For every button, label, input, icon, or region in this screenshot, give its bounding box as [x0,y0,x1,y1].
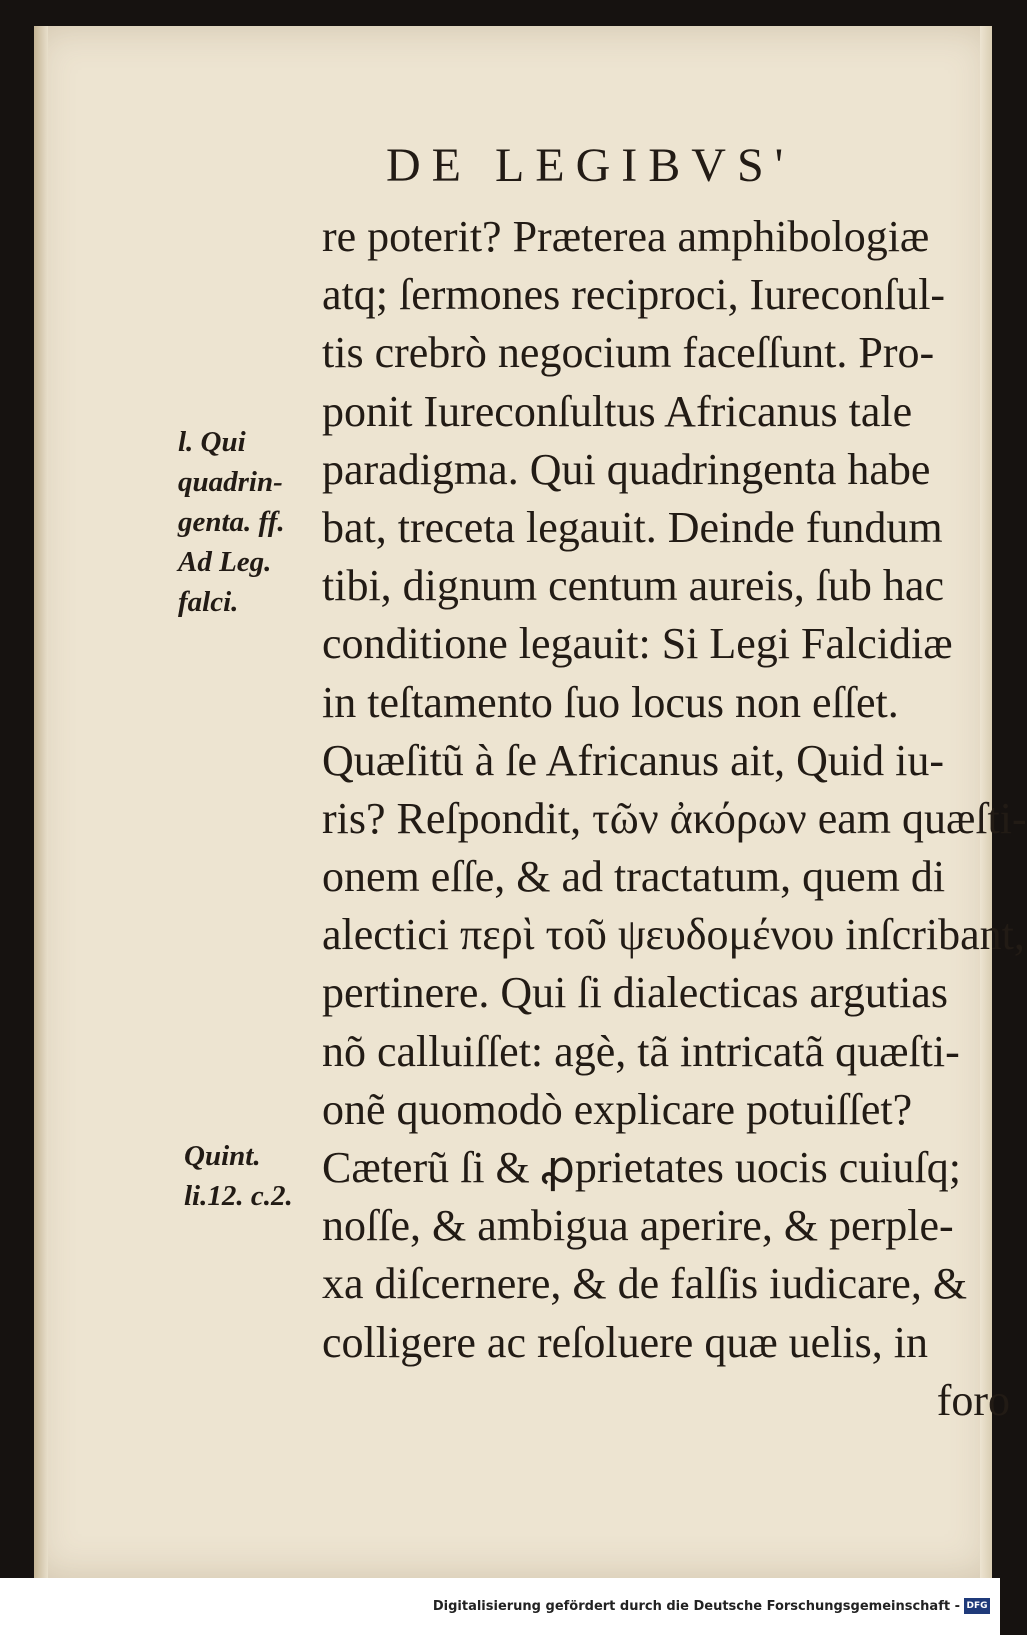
footer-bar [0,1578,1000,1635]
text-line: colligere ac reſoluere quæ uelis, in [322,1317,928,1367]
margin-note-line: falci. [178,586,239,618]
text-line: Cæterũ ſi & ꝓprietates uocis cuiuſq; [322,1143,961,1192]
text-line: tis crebrò negocium faceſſunt. Pro- [322,328,935,378]
text-line: paradigma. Qui quadringenta habe [322,444,931,494]
text-line: conditione legauit: Si Legi Falcidiæ [322,619,953,669]
text-line: atq; ſermones reciproci, Iureconſul- [322,270,946,320]
margin-note-line: l. Qui [178,426,246,458]
text-line: alectici περὶ τοῦ ψευδομένου inſcribant, [322,910,1025,960]
text-line: tibi, dignum centum aureis, ſub hac [322,561,944,611]
text-line: re poterit? Præterea amphibologiæ [322,212,930,261]
page-gutter [34,26,48,1578]
text-line: in teſtamento ſuo locus non eſſet. [322,677,899,727]
margin-note-quintilian [184,1136,293,1216]
body-text [322,208,1027,1430]
text-line: ris? Reſpondit, τῶν ἀκόρων eam quæſti- [322,793,1027,843]
text-line: nõ calluiſſet: agè, tã intricatã quæſti- [322,1026,960,1076]
margin-note-line: Quint. [184,1140,261,1172]
text-line: noſſe, & ambigua aperire, & perple- [322,1201,954,1251]
text-line: onem eſſe, & ad tractatum, quem di [322,852,946,902]
running-head: DE LEGIBVS' [386,139,795,192]
text-line: onẽ quomodò explicare potuiſſet? [322,1084,913,1134]
margin-note-line: quadrin- [178,466,283,498]
text-line: xa diſcernere, & de falſis iudicare, & [322,1259,968,1309]
text-line: pertinere. Qui ſi dialecticas argutias [322,968,948,1018]
dfg-logo-icon: DFG [964,1598,990,1614]
text-line: bat, treceta legauit. Deinde fundum [322,502,943,552]
margin-note-line: Ad Leg. [178,546,272,578]
margin-note-line: li.12. c.2. [184,1180,293,1212]
catchword: foro [936,1375,1010,1425]
margin-note-line: genta. ff. [178,506,285,538]
funding-credit: Digitalisierung gefördert durch die Deutsche Forschungsgemeinschaft - [432,1599,960,1614]
text-line: Quæſitũ à ſe Africanus ait, Quid iu- [322,735,944,785]
book-page [34,26,1027,1578]
margin-note-citation [178,422,285,622]
text-line: ponit Iureconſultus Africanus tale [322,386,913,436]
